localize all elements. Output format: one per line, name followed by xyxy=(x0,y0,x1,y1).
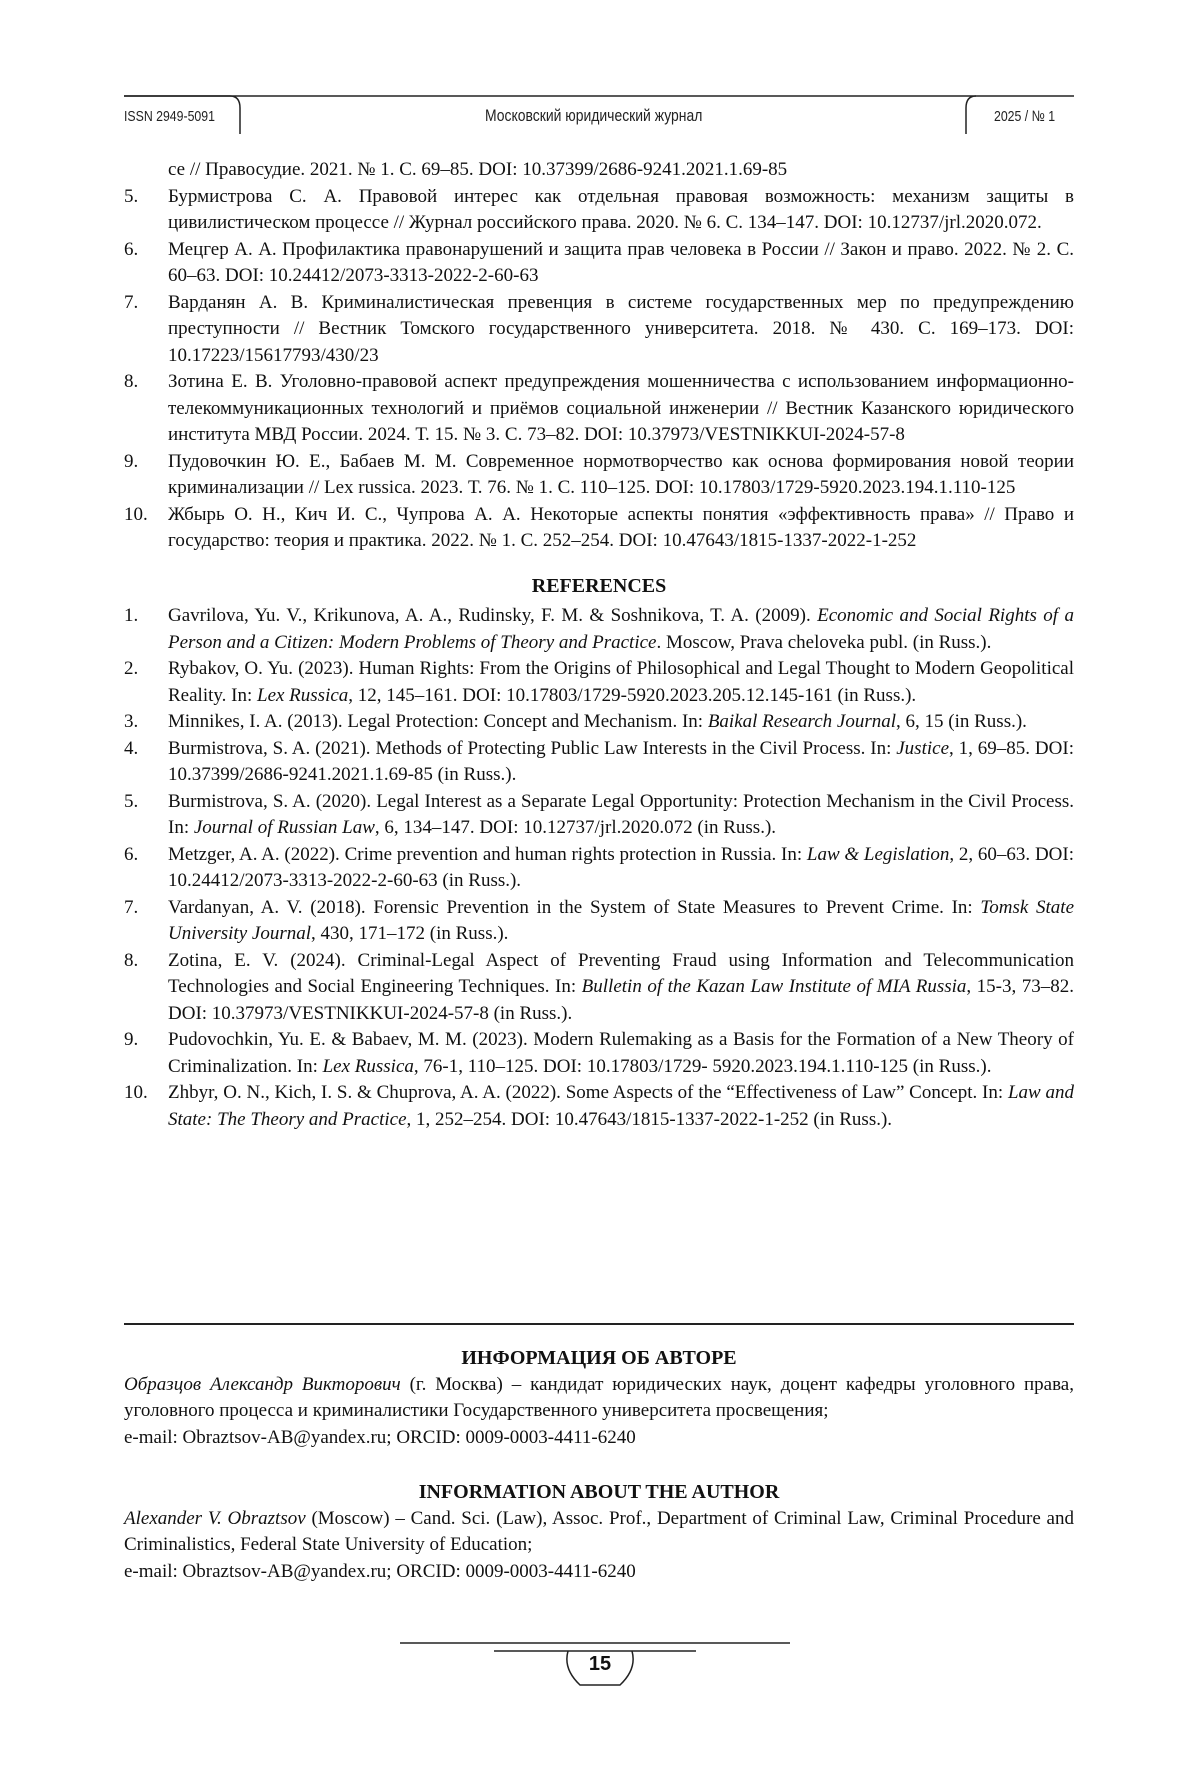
reference-text xyxy=(168,603,1074,656)
author-contact-ru: e-mail: Obraztsov-AB@yandex.ru; ORCID: 0009-0003-4411-6240 xyxy=(124,1426,636,1448)
page-header xyxy=(0,0,1200,150)
reference-source: Law and State: The Theory and Practice xyxy=(168,1082,1074,1130)
reference-item xyxy=(124,789,1074,842)
reference-item xyxy=(124,502,1074,555)
reference-number: 4. xyxy=(124,737,139,759)
reference-text xyxy=(168,656,1074,709)
reference-source: Law & Legislation xyxy=(806,843,950,865)
page-footer xyxy=(0,1625,1200,1725)
journal-title: Московский юридический журнал xyxy=(485,106,703,125)
english-reference-list xyxy=(124,603,1074,1133)
reference-details: , 2, 60–63. DOI: 10.24412/2073-3313-2022-2-60-63 (in Russ.). xyxy=(168,843,1074,891)
reference-details: , 12, 145–161. DOI: 10.17803/1729-5920.2023.205.12.145-161 (in Russ.). xyxy=(348,684,917,706)
russian-reference-list xyxy=(124,184,1074,555)
author-desc-ru: (г. Москва) – кандидат юридических наук, доцент кафедры уголовного права, уголовного процесса и криминалистики Государственного университета просвещения; xyxy=(124,1373,1074,1421)
reference-item xyxy=(124,895,1074,948)
reference-source: Justice xyxy=(896,737,950,759)
page-number: 15 xyxy=(588,1653,612,1675)
reference-details: , 76-1, 110–125. DOI: 10.17803/1729- 5920.2023.194.1.110-125 (in Russ.). xyxy=(413,1055,992,1077)
reference-number: 1. xyxy=(124,605,139,626)
reference-item xyxy=(124,1080,1074,1133)
reference-item xyxy=(124,709,1074,736)
reference-number: 3. xyxy=(124,711,139,732)
section-divider xyxy=(124,1323,1074,1325)
reference-authors: Rybakov, O. Yu. (2023). Human Rights: From the Origins of Philosophical and Legal Thought to Modern Geopolitical Reality. In: xyxy=(168,658,1074,706)
reference-number: 7. xyxy=(124,291,139,313)
reference-text xyxy=(168,1080,1074,1133)
reference-item xyxy=(124,449,1074,502)
reference-number: 8. xyxy=(124,371,139,392)
reference-item xyxy=(124,290,1074,370)
reference-text xyxy=(168,895,1074,948)
reference-text xyxy=(168,736,1074,789)
reference-item xyxy=(124,603,1074,656)
reference-text xyxy=(168,948,1074,1028)
reference-item xyxy=(124,237,1074,290)
reference-number: 10. xyxy=(124,503,148,525)
reference-authors: Pudovochkin, Yu. E. & Babaev, M. M. (2023). Modern Rulemaking as a Basis for the Formation of a New Theory of Criminalization. In: xyxy=(168,1029,1074,1077)
reference-details: , 1, 252–254. DOI: 10.47643/1815-1337-2022-1-252 (in Russ.). xyxy=(406,1108,893,1130)
reference-source: Bulletin of the Kazan Law Institute of MIA Russia xyxy=(581,976,967,997)
reference-source: Journal of Russian Law xyxy=(193,817,375,838)
author-contact-en: e-mail: Obraztsov-AB@yandex.ru; ORCID: 0009-0003-4411-6240 xyxy=(124,1560,636,1582)
issn-label: ISSN 2949-5091 xyxy=(124,108,215,125)
reference-item xyxy=(124,656,1074,709)
reference-authors: Burmistrova, S. A. (2021). Methods of Protecting Public Law Interests in the Civil Process. In: xyxy=(168,737,897,759)
author-info-en-text xyxy=(124,1506,1074,1559)
reference-source: Lex Russica xyxy=(322,1055,414,1077)
reference-details: , 15-3, 73–82. DOI: 10.37973/VESTNIKKUI-2024-57-8 (in Russ.). xyxy=(168,976,1074,1024)
reference-source: Tomsk State University Journal xyxy=(168,896,1074,944)
reference-text: Зотина Е. В. Уголовно-правовой аспект предупреждения мошенничества с использованием информационно-телекоммуникационных технологий и приёмов социальной инженерии // Вестник Казанского юридического института МВД России. 2024. Т. 15. № 3. С. 73–82. DOI: 10.37973/VESTNIKKUI-2024-57-8 xyxy=(168,371,1074,445)
reference-authors: Gavrilova, Yu. V., Krikunova, A. A., Rudinsky, F. M. & Soshnikova, T. A. (2009). xyxy=(168,605,818,626)
references-body xyxy=(124,157,1074,1133)
reference-text xyxy=(168,1027,1074,1080)
reference-item xyxy=(124,369,1074,449)
reference-number: 5. xyxy=(124,790,139,812)
reference-number: 6. xyxy=(124,843,139,865)
reference-number: 9. xyxy=(124,1029,139,1050)
reference-item xyxy=(124,184,1074,237)
reference-text xyxy=(168,709,1074,736)
issue-label: 2025 / № 1 xyxy=(994,108,1056,125)
reference-details: . Moscow, Prava cheloveka publ. (in Russ.). xyxy=(656,631,992,653)
reference-text xyxy=(168,789,1074,842)
author-info-en xyxy=(124,1479,1074,1585)
reference-number: 10. xyxy=(124,1082,148,1103)
author-name-ru: Образцов Александр Викторович xyxy=(124,1373,401,1395)
author-desc-en: (Moscow) – Cand. Sci. (Law), Assoc. Prof., Department of Criminal Law, Criminal Procedure and Criminalistics, Federal State University of Education; xyxy=(124,1507,1074,1555)
author-info-ru-text xyxy=(124,1372,1074,1425)
reference-number: 7. xyxy=(124,896,139,918)
references-heading: REFERENCES xyxy=(531,574,667,597)
author-info-ru-title: ИНФОРМАЦИЯ ОБ АВТОРЕ xyxy=(461,1347,737,1369)
reference-source: Economic and Social Rights of a Person and a Citizen: Modern Problems of Theory and Practice xyxy=(168,605,1074,653)
reference-number: 2. xyxy=(124,658,139,679)
reference-details: , 430, 171–172 (in Russ.). xyxy=(311,923,509,944)
reference-authors: Minnikes, I. A. (2013). Legal Protection: Concept and Mechanism. In: xyxy=(168,711,708,732)
reference-item xyxy=(124,1027,1074,1080)
reference-item xyxy=(124,842,1074,895)
reference-authors: Metzger, A. A. (2022). Crime prevention and human rights protection in Russia. In: xyxy=(168,843,807,865)
reference-number: 6. xyxy=(124,238,139,260)
reference-item xyxy=(124,948,1074,1028)
reference-details: , 6, 134–147. DOI: 10.12737/jrl.2020.072 (in Russ.). xyxy=(374,817,777,838)
header-frame-lines xyxy=(0,0,1200,150)
reference-details: , 6, 15 (in Russ.). xyxy=(896,711,1027,732)
reference-authors: Vardanyan, A. V. (2018). Forensic Prevention in the System of State Measures to Prevent Crime. In: xyxy=(168,896,981,918)
reference-number: 8. xyxy=(124,949,139,971)
reference-authors: Zhbyr, O. N., Kich, I. S. & Chuprova, A. A. (2022). Some Aspects of the “Effectiveness of Law” Concept. In: xyxy=(168,1082,1008,1103)
reference-text: Варданян А. В. Криминалистическая превенция в системе государственных мер по предупреждению преступности // Вестник Томского государственного университета. 2018. № 430. С. 169–173. DOI: 10.17223/15617793/430/23 xyxy=(168,291,1074,366)
reference-text: Жбырь О. Н., Кич И. С., Чупрова А. А. Некоторые аспекты понятия «эффективность права» // Право и государство: теория и практика. 2022. № 1. С. 252–254. DOI: 10.47643/1815-1337-2022-1-252 xyxy=(168,503,1074,551)
reference-number: 5. xyxy=(124,185,139,207)
reference-authors: Burmistrova, S. A. (2020). Legal Interest as a Separate Legal Opportunity: Protection Mechanism in the Civil Process. In: xyxy=(168,790,1074,838)
reference-text: Пудовочкин Ю. Е., Бабаев М. М. Современное нормотворчество как основа формирования новой теории криминализации // Lex russica. 2023. Т. 76. № 1. С. 110–125. DOI: 10.17803/1729-5920.2023.194.1.110-125 xyxy=(168,450,1074,498)
reference-continuation: се // Правосудие. 2021. № 1. С. 69–85. DOI: 10.37399/2686-9241.2021.1.69-85 xyxy=(168,159,788,180)
reference-source: Baikal Research Journal xyxy=(707,711,897,732)
reference-source: Lex Russica xyxy=(257,684,349,706)
reference-item xyxy=(124,736,1074,789)
author-info-ru xyxy=(124,1345,1074,1451)
reference-text xyxy=(168,842,1074,895)
reference-number: 9. xyxy=(124,450,139,472)
author-name-en: Alexander V. Obraztsov xyxy=(124,1507,306,1529)
reference-authors: Zotina, E. V. (2024). Criminal-Legal Aspect of Preventing Fraud using Information and Telecommunication Technologies and Social Engineering Techniques. In: xyxy=(168,949,1074,997)
reference-text: Мецгер А. А. Профилактика правонарушений и защита прав человека в России // Закон и право. 2022. № 2. С. 60–63. DOI: 10.24412/2073-3313-2022-2-60-63 xyxy=(168,238,1074,286)
author-info-en-title: INFORMATION ABOUT THE AUTHOR xyxy=(418,1481,780,1503)
reference-text: Бурмистрова С. А. Правовой интерес как отдельная правовая возможность: механизм защиты в цивилистическом процессе // Журнал российского права. 2020. № 6. С. 134–147. DOI: 10.12737/jrl.2020.072. xyxy=(168,185,1074,233)
reference-details: , 1, 69–85. DOI: 10.37399/2686-9241.2021.1.69-85 (in Russ.). xyxy=(168,737,1074,785)
